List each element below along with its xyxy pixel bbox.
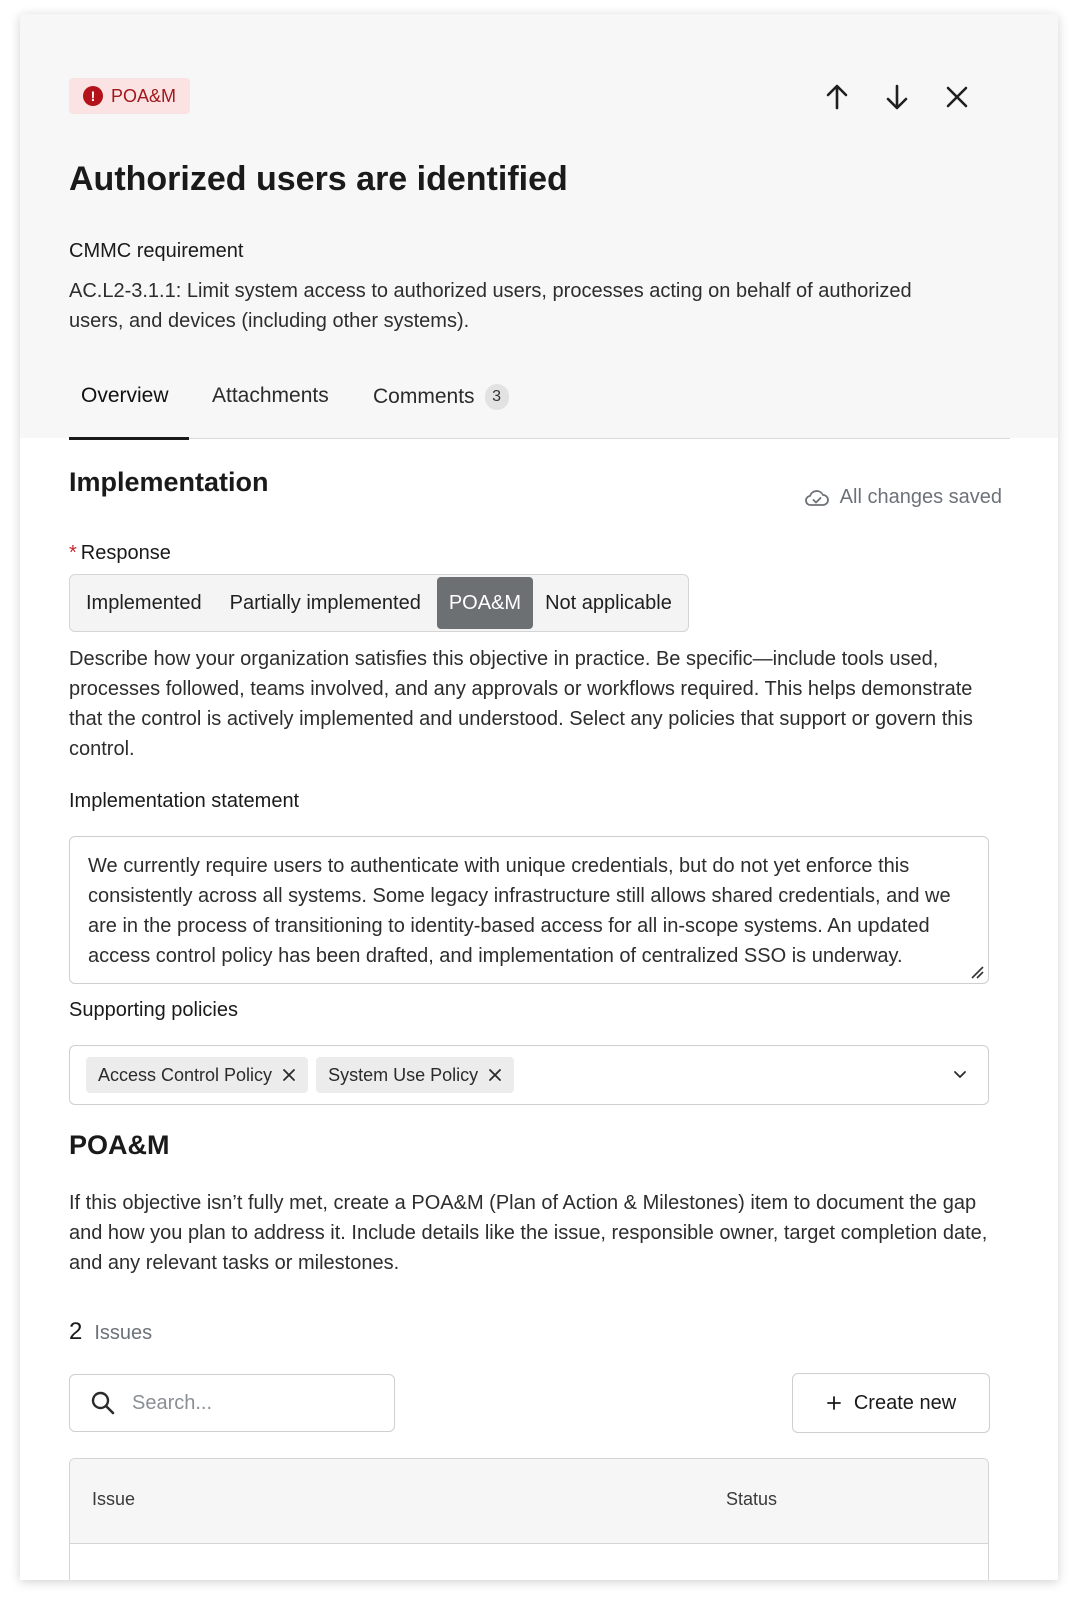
chevron-down-icon[interactable] — [952, 1066, 968, 1082]
poam-description: If this objective isn’t fully met, create a POA&M (Plan of Action & Milestones) item to document the gap and how you plan to address it. Include details like the issue, responsible owner, target completion date, and any relevant tasks or milestones. — [69, 1192, 988, 1274]
implementation-description: Describe how your organization satisfies this objective in practice. Be specific—include tools used, processes followed, teams involved, and any approvals or workflows required. This helps demonstrate that the control is actively implemented and understood. Select any policies that support or govern this control. — [69, 648, 973, 760]
previous-button[interactable] — [820, 80, 854, 114]
required-indicator: * — [69, 542, 77, 564]
active-tab-indicator — [69, 437, 189, 440]
issues-count-label: Issues — [94, 1322, 153, 1344]
alert-icon: ! — [83, 86, 103, 106]
implementation-heading: Implementation — [69, 467, 269, 497]
close-button[interactable] — [940, 80, 974, 114]
create-new-label: Create new — [853, 1391, 957, 1414]
save-status — [804, 486, 1002, 509]
requirement-label: CMMC requirement — [69, 240, 244, 262]
response-option-implemented[interactable]: Implemented — [86, 591, 202, 614]
response-segmented-control — [69, 574, 689, 632]
arrow-down-icon — [883, 83, 911, 111]
policy-chip — [86, 1057, 308, 1093]
tab-comments[interactable] — [373, 384, 509, 410]
tab-overview[interactable] — [81, 384, 169, 408]
response-label — [69, 542, 171, 565]
panel-header — [20, 14, 1058, 438]
poam-heading: POA&M — [69, 1130, 170, 1160]
comments-count-badge: 3 — [485, 384, 509, 410]
close-icon — [944, 84, 970, 110]
status-badge-label: POA&M — [111, 85, 177, 106]
implementation-statement-value: We currently require users to authenticate with unique credentials, but do not yet enforce this consistently across all systems. Some legacy infrastructure still allows shared credentials, and we are in the process of transitioning to identity-based access for all in-scope systems. An updated access control policy has been drafted, and implementation of centralized SSO is underway. — [88, 855, 951, 967]
tab-attachments[interactable] — [212, 384, 329, 408]
column-header-issue[interactable]: Issue — [92, 1489, 136, 1509]
supporting-policies-label: Supporting policies — [69, 999, 238, 1021]
policy-chip-label: System Use Policy — [328, 1064, 479, 1085]
tab-bar — [69, 374, 1010, 439]
plus-icon — [826, 1395, 842, 1411]
implementation-statement-textarea[interactable] — [69, 836, 989, 984]
close-icon — [488, 1068, 502, 1082]
supporting-policies-select[interactable] — [69, 1045, 989, 1105]
implementation-statement-label: Implementation statement — [69, 790, 300, 812]
remove-policy-button[interactable] — [282, 1068, 296, 1082]
policy-chip-label: Access Control Policy — [98, 1064, 273, 1085]
policy-chip — [316, 1057, 514, 1093]
response-option-poam[interactable]: POA&M — [437, 577, 533, 629]
response-option-not-applicable[interactable]: Not applicable — [545, 591, 672, 614]
table-header — [70, 1459, 988, 1544]
search-icon — [90, 1390, 116, 1416]
issues-count-number: 2 — [69, 1318, 83, 1345]
cloud-check-icon — [804, 488, 830, 508]
next-button[interactable] — [880, 80, 914, 114]
search-input[interactable] — [130, 1391, 374, 1416]
response-option-partially-implemented[interactable]: Partially implemented — [229, 591, 421, 614]
close-icon — [282, 1068, 296, 1082]
resize-grip-icon[interactable] — [969, 964, 985, 980]
create-new-button[interactable] — [792, 1373, 990, 1433]
arrow-up-icon — [823, 83, 851, 111]
issues-count — [69, 1318, 152, 1346]
save-status-text: All changes saved — [839, 486, 1002, 508]
tab-comments-label: Comments — [373, 385, 475, 408]
column-header-status[interactable]: Status — [726, 1489, 778, 1509]
tab-overview-label: Overview — [81, 384, 169, 407]
page-title: Authorized users are identified — [69, 160, 568, 198]
issues-table — [69, 1458, 989, 1580]
response-label-text: Response — [80, 542, 171, 564]
requirement-detail-panel — [20, 14, 1058, 1580]
requirement-text: AC.L2-3.1.1: Limit system access to authorized users, processes acting on behalf of authorized users, and devices (including other systems). — [69, 280, 912, 332]
tab-attachments-label: Attachments — [212, 384, 329, 407]
status-badge — [69, 78, 190, 114]
issue-search — [69, 1374, 395, 1432]
remove-policy-button[interactable] — [488, 1068, 502, 1082]
